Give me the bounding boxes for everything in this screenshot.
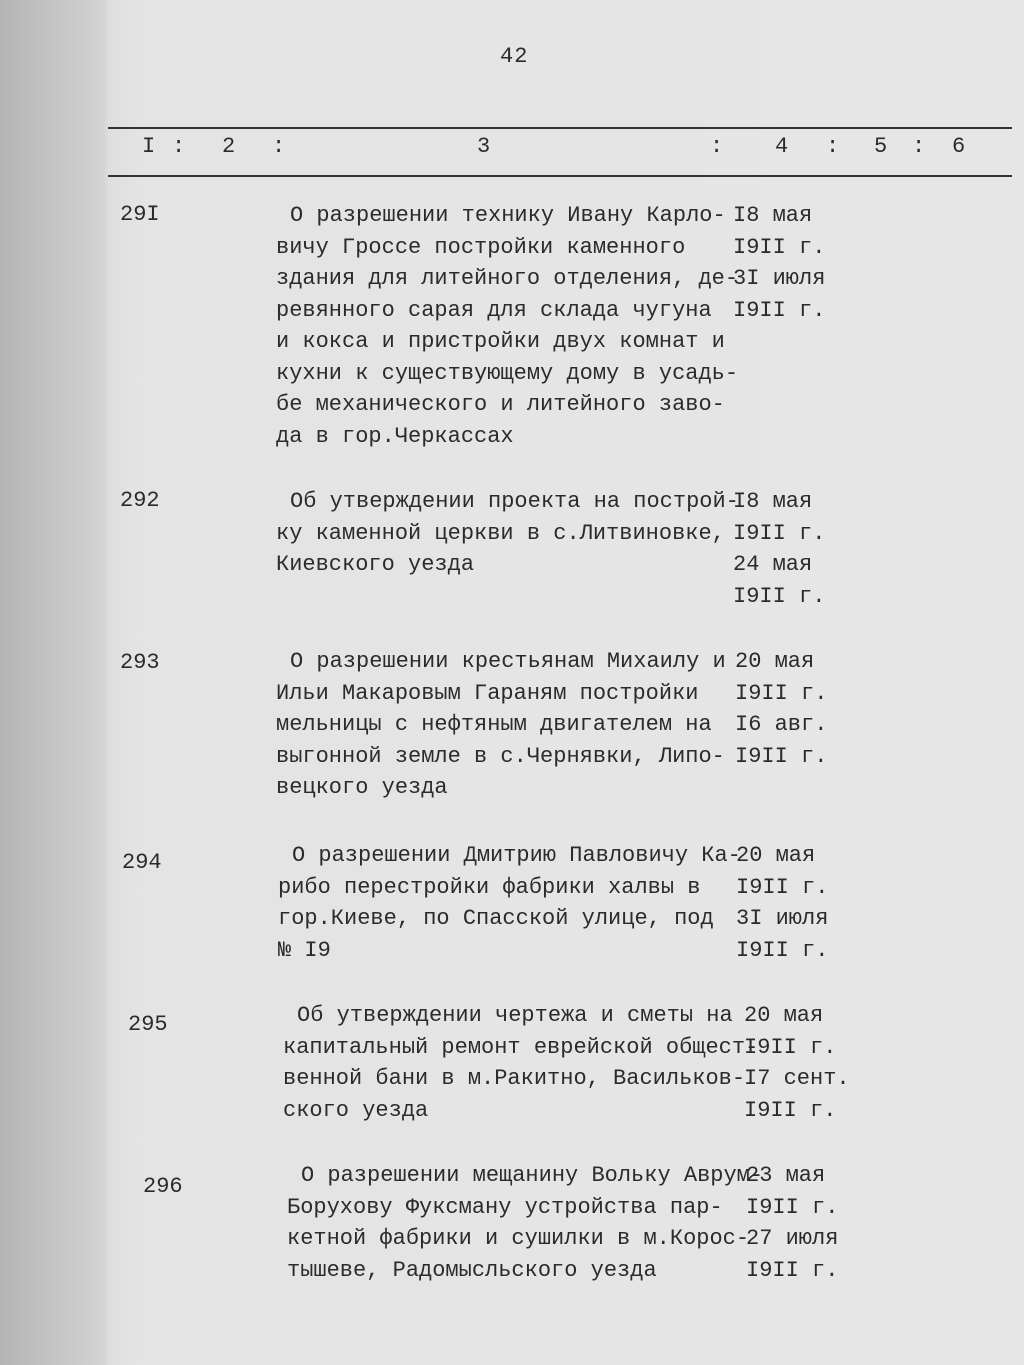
entry-text-line: здания для литейного отделения, де- [276, 266, 739, 291]
entry-text-line: капитальный ремонт еврейской общест- [283, 1034, 759, 1060]
entry-date-line: 23 мая [746, 1163, 826, 1188]
entry-dates [733, 200, 825, 326]
header-col2: 2 [222, 134, 236, 159]
header-separator: : [912, 134, 926, 159]
header-bottom-rule [108, 175, 1012, 177]
entry-date-line: 20 мая [736, 843, 816, 868]
entry-text-line: выгонной земле в с.Чернявки, Липо- [276, 743, 725, 769]
header-col5: 5 [874, 134, 888, 159]
entry-text-line: Ильи Макаровым Гараням постройки [276, 680, 699, 706]
entry-text-line: Борухову Фуксману устройства пар- [287, 1194, 723, 1220]
entry-date-line: I9II г. [733, 234, 826, 260]
page-number: 42 [500, 44, 529, 69]
entry-dates [744, 1000, 850, 1126]
entry-text-line: ского уезда [283, 1097, 429, 1123]
entry-date-line: 3I июля [736, 906, 829, 931]
entry-text [276, 200, 738, 452]
entry-text-line: О разрешении мещанину Вольку Аврум- [301, 1163, 764, 1188]
entry-date-line: I9II г. [733, 297, 826, 323]
header-separator: : [172, 134, 186, 159]
entry-date-line: 20 мая [735, 649, 815, 674]
entry-text-line: венной бани в м.Ракитно, Васильков- [283, 1066, 746, 1091]
entry-text-line: № I9 [278, 937, 331, 963]
entry-date-line: 3I июля [733, 266, 826, 291]
entry-text-line: вичу Гроссе постройки каменного [276, 234, 686, 260]
entry-text [276, 646, 726, 804]
entry-number: 296 [143, 1174, 183, 1199]
entry-text-line: Об утверждении чертежа и сметы на [297, 1003, 733, 1028]
entry-number: 293 [120, 650, 160, 675]
header-col1: I [142, 134, 156, 159]
entry-text-line: О разрешении Дмитрию Павловичу Ка- [292, 843, 741, 868]
entry-text-line: Об утверждении проекта на построй- [290, 489, 739, 514]
entry-text-line: кухни к существующему дому в усадь- [276, 360, 739, 386]
entry-date-line: 27 июля [746, 1226, 839, 1251]
entry-number: 294 [122, 850, 162, 875]
entry-date-line: 20 мая [744, 1003, 824, 1028]
entry-text-line: да в гор.Черкассах [276, 423, 514, 449]
entry-date-line: I8 мая [733, 203, 813, 228]
entry-text-line: вецкого уезда [276, 775, 448, 800]
entry-text-line: рибо перестройки фабрики халвы в [278, 874, 701, 900]
entry-date-line: I9II г. [744, 1097, 837, 1123]
page-fold-shadow [0, 0, 108, 1365]
entry-text-line: кетной фабрики и сушилки в м.Корос- [287, 1226, 750, 1251]
entry-dates [746, 1160, 838, 1286]
entry-date-line: I9II г. [736, 874, 829, 900]
entry-dates [735, 646, 827, 772]
entry-number: 29I [120, 202, 160, 227]
entry-date-line: I9II г. [735, 680, 828, 706]
entry-date-line: I7 сент. [744, 1066, 850, 1091]
entry-date-line: I9II г. [736, 937, 829, 963]
entry-date-line: I9II г. [744, 1034, 837, 1060]
entry-date-line: I9II г. [746, 1257, 839, 1283]
header-col3: 3 [477, 134, 491, 159]
entry-number: 292 [120, 488, 160, 513]
entry-text-line: гор.Киеве, по Спасской улице, под [278, 906, 714, 931]
header-separator: : [272, 134, 286, 159]
entry-date-line: I8 мая [733, 489, 813, 514]
entry-text-line: О разрешении крестьянам Михаилу и [290, 649, 726, 674]
entry-date-line: I9II г. [733, 583, 826, 609]
header-col4: 4 [775, 134, 789, 159]
entry-text-line: мельницы с нефтяным двигателем на [276, 712, 712, 737]
entry-text [278, 840, 741, 966]
entry-text-line: Киевского уезда [276, 552, 475, 577]
entry-text-line: бе механического и литейного заво- [276, 392, 725, 417]
header-top-rule [108, 127, 1012, 129]
entry-dates [736, 840, 828, 966]
entry-number: 295 [128, 1012, 168, 1037]
header-separator: : [710, 134, 724, 159]
entry-date-line: I9II г. [735, 743, 828, 769]
entry-text [276, 486, 739, 581]
entry-dates [733, 486, 825, 612]
entry-text-line: и кокса и пристройки двух комнат и [276, 329, 725, 354]
entry-date-line: 24 мая [733, 552, 813, 577]
entry-text [283, 1000, 758, 1126]
header-col6: 6 [952, 134, 966, 159]
header-separator: : [826, 134, 840, 159]
entry-text-line: тышеве, Радомысльского уезда [287, 1257, 657, 1283]
entry-text-line: О разрешении технику Ивану Карло- [290, 203, 726, 228]
entry-date-line: I9II г. [746, 1194, 839, 1220]
entry-date-line: I9II г. [733, 520, 826, 546]
entry-date-line: I6 авг. [735, 712, 828, 737]
entry-text [287, 1160, 763, 1286]
entry-text-line: ревянного сарая для склада чугуна [276, 297, 712, 323]
entry-text-line: ку каменной церкви в с.Литвиновке, [276, 520, 725, 546]
